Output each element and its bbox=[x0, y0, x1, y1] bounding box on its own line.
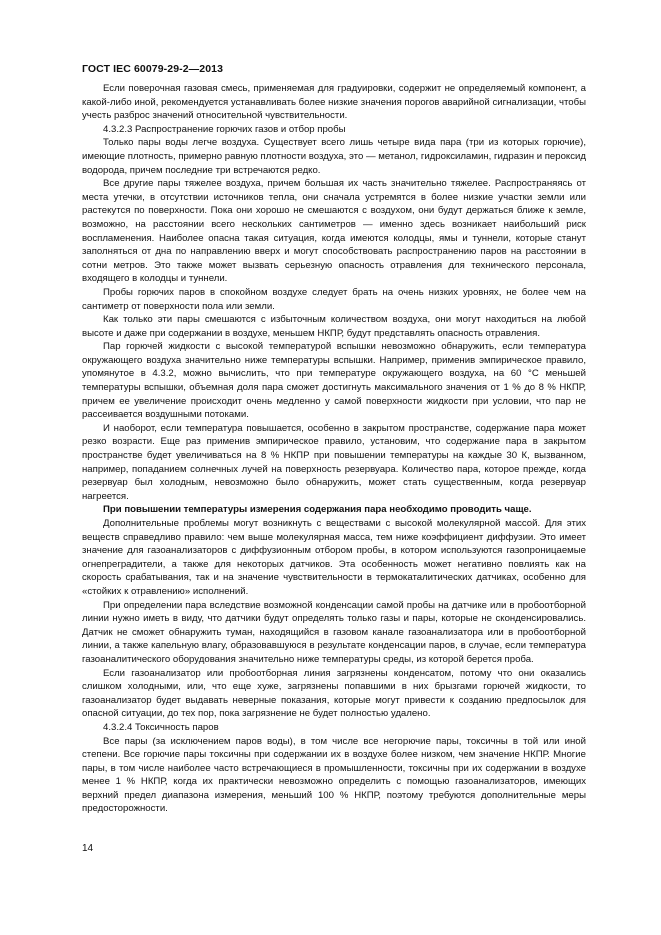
paragraph-sampling-low: Пробы горючих паров в спокойном воздухе следует брать на очень низких уровнях, не более чем на сантиметр от поверхности пола или земли. bbox=[82, 286, 586, 312]
paragraph-flash-point: Пар горючей жидкости с высокой температурой вспышки невозможно обнаружить, если температура окружающего воздуха значительно ниже температуры вспышки. Например, применив эмпирическое правило, упомянутое в 4.3.2, можно вычислить, что при температуре окружающего воздуха, на 60 °С меньшей температуры вспышки, объемная доля пара сможет достигнуть максимального значения от 1 % до 8 % НКПР, причем ее увеличение происходит очень медленно у самой поверхности жидкости при условии, что пар не рассеивается воздушными потоками. bbox=[82, 341, 586, 421]
paragraph-water-vapour: Только пары воды легче воздуха. Существует всего лишь четыре вида пара (три из которых горючие), имеющие плотность, примерно равную плотности воздуха, это — метанол, гидроксиламин, гидразин и пероксид водорода, причем последние три встречаются редко. bbox=[82, 137, 586, 176]
page-number: 14 bbox=[82, 843, 94, 854]
paragraph-bold-warning: При повышении температуры измерения содержания пара необходимо проводить чаще. bbox=[103, 504, 532, 516]
paragraph-calibration-gas: Если поверочная газовая смесь, применяемая для градуировки, содержит не определяемый компонент, а какой-либо иной, рекомендуется устанавливать более низкие значения порогов аварийной сигнализации, чтобы учесть разброс значений относительной чувствительности. bbox=[82, 83, 586, 122]
paragraph-condensation: При определении пара вследствие возможной конденсации самой пробы на датчике или в пробоотборной линии нужно иметь в виду, что датчики будут определять только газы и пары, которые не сконденсировались. Датчик не сможет обнаружить туман, находящийся в газовом канале газоанализатора или в пробоотборной линии, а также капельную влагу, образовавшуюся в результате конденсации паров, в случае, если температура газоаналитического оборудования значительно ниже температуры среды, из которой берется проба. bbox=[82, 599, 586, 665]
document-header: ГОСТ IEC 60079-29-2—2013 bbox=[82, 63, 224, 75]
paragraph-mixing: Как только эти пары смешаются с избыточным количеством воздуха, они могут находиться на любой высоте и даже при содержании в воздухе, меньшем НКПР, будут представлять опасность отравления. bbox=[82, 314, 586, 339]
section-heading-4-3-2-4: 4.3.2.4 Токсичность паров bbox=[103, 721, 219, 733]
paragraph-contamination: Если газоанализатор или пробоотборная линия загрязнены конденсатом, потому что они оказались слишком холодными, или, что еще хуже, загрязнены попавшими в них брызгами горючей жидкости, то газоанализатор будет выдавать неверные показания, которые могут привести к созданию предпосылок для опасной ситуации, до тех пор, пока загрязнение не будет полностью удалено. bbox=[82, 667, 586, 720]
section-heading-4-3-2-3: 4.3.2.3 Распространение горючих газов и отбор пробы bbox=[103, 123, 346, 135]
document-body bbox=[82, 82, 586, 816]
paragraph-temperature-rise: И наоборот, если температура повышается, особенно в закрытом пространстве, содержание пара может резко возрасти. Еще раз применив эмпирическое правило, установим, что содержание пара в закрытом пространстве будет увеличиваться на 8 % НКПР при повышении температуры на каждые 30 К, вызванном, например, попаданием солнечных лучей на поверхность резервуара. Количество пара, которое прежде, когда резервуар был холодным, невозможно было обнаружить, может стать существенным, когда резервуар нагреется. bbox=[82, 422, 586, 502]
paragraph-heavier-vapours: Все другие пары тяжелее воздуха, причем большая их часть значительно тяжелее. Распространяясь от места утечки, в отсутствии источников тепла, они сначала устремятся в более низкие участки земли или растекутся по поверхности. Пока они хорошо не смешаются с воздухом, они будут держаться ближе к земле, возможно, на расстоянии всего нескольких сантиметров — именно здесь возникает наибольший риск воспламенения. Наиболее опасна такая ситуация, когда имеются колодцы, ямы и туннели, которые станут заполняться от дна по направлению вверх и могут способствовать распространению паров на расстоянии в сотни метров. Это также может вызвать серьезную опасность отравления для технического персонала, входящего в колодцы и туннели. bbox=[82, 178, 586, 285]
paragraph-toxicity: Все пары (за исключением паров воды), в том числе все негорючие пары, токсичны в той или иной степени. Все горючие пары токсичны при содержании их в воздухе более низком, чем значение НКПР. Многие пары, в том числе наиболее часто встречающиеся в промышленности, токсичны при их содержании в воздухе менее 1 % НКПР, когда их практически невозможно определить с помощью газоанализаторов, имеющих верхний предел диапазона измерения, меньший 100 % НКПР, поэтому требуются дополнительные меры предосторожности. bbox=[82, 735, 586, 815]
paragraph-molecular-mass: Дополнительные проблемы могут возникнуть с веществами с высокой молекулярной массой. Для этих веществ справедливо правило: чем выше молекулярная масса, тем ниже коэффициент диффузии. Это имеет значение для газоанализаторов с диффузионным отбором пробы, в котором используются газопроницаемые огнепреградители, а также для некоторых датчиков. Эта особенность может негативно повлиять как на скорость срабатывания, так и на значение чувствительности в термокаталитических датчиках, особенно для «стойких к отравлению» исполнений. bbox=[82, 518, 586, 597]
